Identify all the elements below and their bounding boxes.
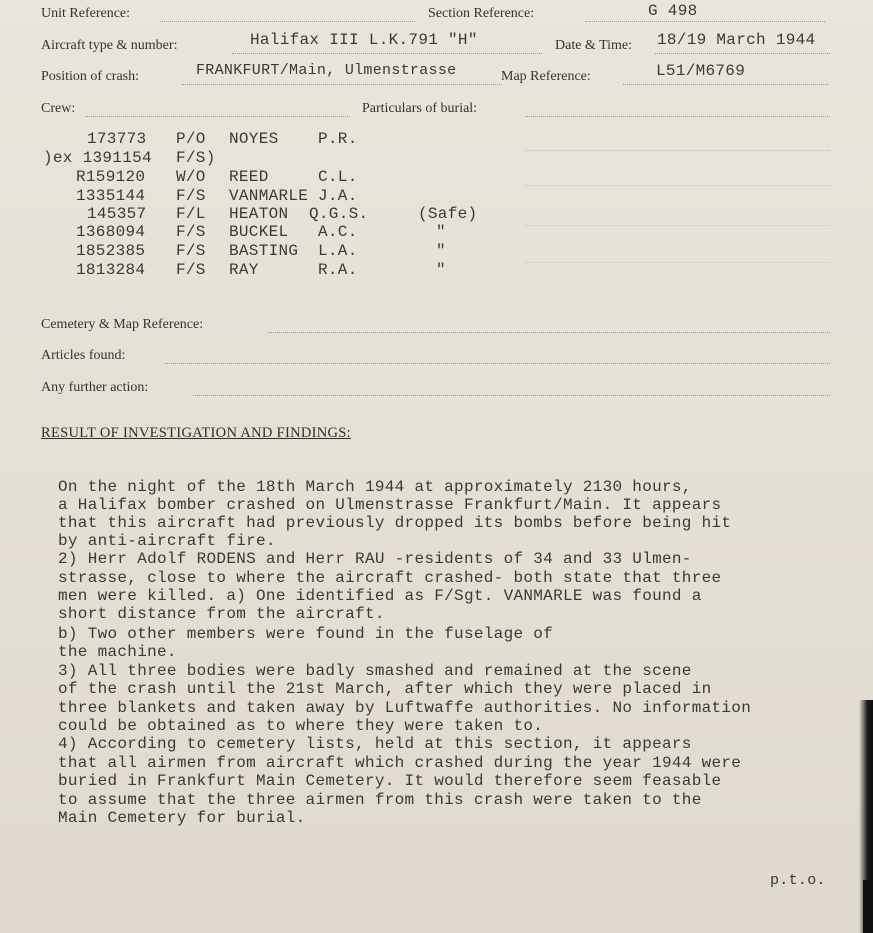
crew-note: " <box>436 242 446 260</box>
crew-number: 1813284 <box>76 261 146 279</box>
findings-line: the machine. <box>58 643 177 661</box>
map-reference-value: L51/M6769 <box>656 62 746 80</box>
crew-note: " <box>436 223 446 241</box>
crew-name: REED <box>229 168 269 186</box>
findings-line: buried in Frankfurt Main Cemetery. It would therefore seem feasable <box>58 772 722 790</box>
unit-reference-label: Unit Reference: <box>41 6 131 21</box>
crew-number: 1852385 <box>76 242 146 260</box>
section-reference-value: G 498 <box>648 2 698 20</box>
cemetery-label: Cemetery & Map Reference: <box>41 317 204 332</box>
crew-rank: W/O <box>176 168 206 186</box>
date-line <box>655 53 830 54</box>
section-reference-line <box>585 21 825 22</box>
page-edge-shadow-bottom <box>863 880 873 933</box>
findings-line: men were killed. a) One identified as F/Sgt. VANMARLE was found a <box>58 587 702 605</box>
crew-rank: F/S <box>176 187 206 205</box>
pto-note: p.t.o. <box>770 872 826 889</box>
crew-number: 1335144 <box>76 187 146 205</box>
crew-name: NOYES <box>229 130 279 148</box>
findings-line: that all airmen from aircraft which crashed during the year 1944 were <box>58 754 742 772</box>
crew-initials: P.R. <box>318 130 358 148</box>
findings-line: to assume that the three airmen from this crash were taken to the <box>58 791 702 809</box>
findings-line: that this aircraft had previously dropped its bombs before being hit <box>58 514 732 532</box>
crew-name: BASTING <box>229 242 299 260</box>
map-reference-label: Map Reference: <box>501 69 591 84</box>
crew-note: (Safe) <box>418 205 478 223</box>
crew-number: R159120 <box>76 168 146 186</box>
burial-line-2 <box>525 150 830 151</box>
map-reference-line <box>623 84 828 85</box>
crew-name: BUCKEL <box>229 223 289 241</box>
further-action-line <box>193 395 830 396</box>
findings-line: 2) Herr Adolf RODENS and Herr RAU -residents of 34 and 33 Ulmen- <box>58 550 692 568</box>
crew-rank: P/O <box>176 130 206 148</box>
findings-line: On the night of the 18th March 1944 at approximately 2130 hours, <box>58 478 692 496</box>
findings-line: short distance from the aircraft. <box>58 605 385 623</box>
crew-rank: F/S <box>176 261 206 279</box>
unit-reference-line <box>160 21 415 22</box>
crew-number: 173773 <box>87 130 147 148</box>
position-line <box>182 84 502 85</box>
crew-rank: F/S) <box>176 149 216 167</box>
cemetery-line <box>268 332 830 333</box>
articles-line <box>165 363 830 364</box>
aircraft-label: Aircraft type & number: <box>41 38 178 53</box>
crew-initials: L.A. <box>318 242 358 260</box>
findings-line: three blankets and taken away by Luftwaffe authorities. No information <box>58 699 752 717</box>
crew-initials: A.C. <box>318 223 358 241</box>
crew-number: 145357 <box>87 205 147 223</box>
crew-number: )ex 1391154 <box>43 149 152 167</box>
crew-name: RAY <box>229 261 259 279</box>
findings-line: b) Two other members were found in the fuselage of <box>58 625 554 643</box>
findings-line: by anti-aircraft fire. <box>58 532 276 550</box>
crew-rank: F/L <box>176 205 206 223</box>
burial-line-5 <box>525 262 830 263</box>
findings-line: 4) According to cemetery lists, held at this section, it appears <box>58 735 692 753</box>
burial-line-4 <box>525 225 830 226</box>
findings-line: 3) All three bodies were badly smashed and remained at the scene <box>58 662 692 680</box>
findings-line: a Halifax bomber crashed on Ulmenstrasse Frankfurt/Main. It appears <box>58 496 722 514</box>
position-value: FRANKFURT/Main, Ulmenstrasse <box>196 62 457 79</box>
findings-line: Main Cemetery for burial. <box>58 809 306 827</box>
crew-number: 1368094 <box>76 223 146 241</box>
crew-name: HEATON <box>229 205 289 223</box>
findings-line: of the crash until the 21st March, after which they were placed in <box>58 680 712 698</box>
crew-line <box>85 116 350 117</box>
crew-note: " <box>436 261 446 279</box>
crew-rank: F/S <box>176 223 206 241</box>
burial-label: Particulars of burial: <box>362 101 478 116</box>
crew-initials: Q.G.S. <box>309 205 369 223</box>
findings-line: could be obtained as to where they were taken to. <box>58 717 544 735</box>
aircraft-value: Halifax III L.K.791 "H" <box>250 31 478 49</box>
date-value: 18/19 March 1944 <box>657 31 816 49</box>
position-label: Position of crash: <box>41 69 139 84</box>
aircraft-line <box>232 53 542 54</box>
section-reference-label: Section Reference: <box>428 6 535 21</box>
crew-name: VANMARLE <box>229 187 309 205</box>
date-label: Date & Time: <box>555 38 633 53</box>
articles-label: Articles found: <box>41 348 126 363</box>
further-action-label: Any further action: <box>41 380 149 395</box>
findings-line: strasse, close to where the aircraft crashed- both state that three <box>58 569 722 587</box>
crew-initials: R.A. <box>318 261 358 279</box>
crew-rank: F/S <box>176 242 206 260</box>
crew-initials: C.L. <box>318 168 358 186</box>
burial-line-3 <box>525 185 830 186</box>
crew-label: Crew: <box>41 101 76 116</box>
findings-heading: RESULT OF INVESTIGATION AND FINDINGS: <box>41 425 351 441</box>
crew-initials: J.A. <box>318 187 358 205</box>
burial-line <box>525 116 830 117</box>
